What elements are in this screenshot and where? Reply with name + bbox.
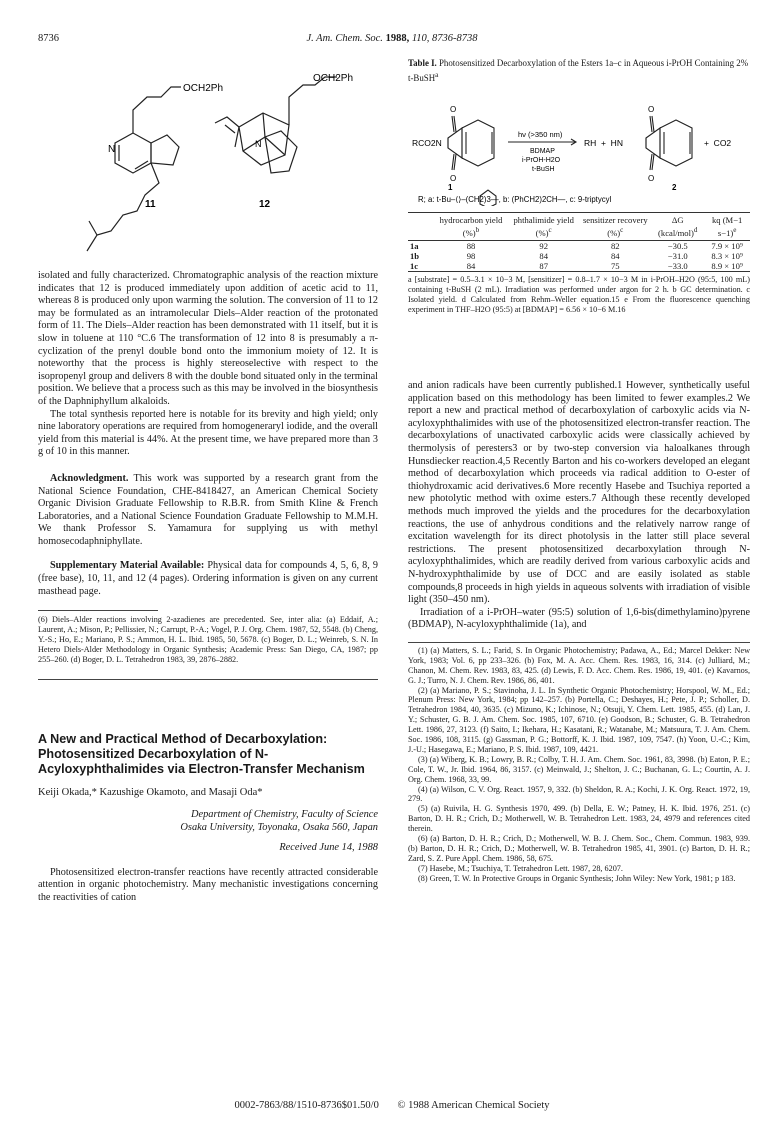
reference-item: (6) (a) Barton, D. H. R.; Crich, D.; Motherwell, W. B. J. Chem. Soc., Chem. Commun. 1983, 939. (b) Barton, D. H. R.; Crich, D.; Motherwell, W. B. Tetrahedron 1985, 41, 3901. (c) Barton, D. H. R.; Zard, S. Z. Pure Appl. Chem. 1986, 58, 675.: [408, 834, 750, 863]
body-paragraph: isolated and fully characterized. Chromatographic analysis of the reaction mixture indicates that 12 is produced immediately upon addition of acetic acid to 11, whereas 8 is produced only upon warming the solution. The conversion of 11 to 12 may be formulated as an intramolecular Diels–Alder reaction of the protonated form of 11. The Diels–Alder reaction has been demonstrated with 11 itself, but it is slow in toluene at 110 °C.6 The transformation of 12 into 8 is presumably a π-cyclization of the prenyl double bond onto the immonium moiety of 12. It is noteworthy that the process is highly stereoselective with respect to the isopropenyl group and delivers 8 with the double bond situated only in the terminal position. We believe that a process such as this may be involved in the biosynthesis of the Daphniphyllum alkaloids.: [38, 270, 378, 407]
column-header: [408, 212, 434, 240]
references: [408, 646, 750, 884]
received-date: Received June 14, 1988: [279, 841, 378, 853]
affiliation-2: Osaka University, Toyonaka, Osaka 560, Japan: [180, 821, 378, 833]
body-paragraph: Irradiation of a i-PrOH–water (95:5) solution of 1,6-bis(dimethylamino)pyrene (BDMAP), N-acyloxyphthalimide (1a), and: [408, 606, 750, 631]
structure-11-label: 11: [145, 199, 156, 210]
arrow-top-label: hν (>350 nm): [518, 129, 563, 139]
table-row: 1b 98 84 84 −31.0 8.3 × 10⁹: [410, 251, 743, 262]
svg-text:O: O: [648, 104, 655, 114]
column-header: phthalimide yield (%)$^c$: [513, 214, 574, 238]
journal-pages: 8736-8738: [432, 33, 478, 44]
authors: Keiji Okada,* Kazushige Okamoto, and Masaji Oda*: [38, 786, 263, 798]
structure-12-nitrogen: N: [255, 139, 262, 149]
reaction-scheme: [408, 88, 750, 206]
svg-text:O: O: [450, 104, 457, 114]
supplementary-label: Supplementary Material Available:: [50, 560, 205, 572]
structure-11-nitrogen: N: [108, 144, 116, 155]
table-1: [408, 58, 750, 315]
structure-11-substituent: OCH2Ph: [183, 83, 224, 94]
affiliation-1: Department of Chemistry, Faculty of Science: [191, 808, 378, 820]
left-column: [38, 270, 378, 905]
arrow-bottom-label-2: i-PrOH-H2O: [522, 156, 561, 164]
compound-label-2: 2: [672, 182, 677, 192]
body-paragraph: and anion radicals have been currently published.1 However, synthetically useful application based on this methodology has been limited to fewer examples.2 We report a new and practical method of decarboxylation of carboxylic acids via N-acyloxyphthalimides with use of the photosensitized electron-transfer reaction. The decarboxylations of unactivated carboxylic acids were classically achieved by thermolysis of peresters3 or by two-step conversion via haloalkanes through Hunsdiecker reaction.4,5 Recently Barton and his co-workers developed an elegant method of decarboxylation which proceeds via radical addition to O-ester of thiohydroxamic acid derivatives.6 More recently Hasebe and Tsuchiya reported a new photolytic method with oxime esters.7 Although these recently developed methods much improved the yields and the procedures for the decarboxylation reactions, the use of anhydrous conditions and the relatively narrow range of excitation wavelength for its direct photolysis in the latter still place several restrictions. The present photosensitized decarboxylation through N-acyloxyphthalimides, which are readily derived from various carboxylic acids and N-hydroxyphthalimide by use of DCC and are easily isolated as stable compounds,8 proceeds in high yields in aqueous solvents with irradiation of visible light (350–450 nm).: [408, 380, 750, 606]
table-caption-text: Photosensitized Decarboxylation of the Esters 1a–c in Aqueous i-PrOH Containing 2% t-BuSH: [408, 58, 749, 83]
reference-item: (1) (a) Matters, S. L.; Farid, S. In Organic Photochemistry; Padawa, A., Ed.; Marcel Dekker: New York, 1983; Vol. 6, pp 233–326. (b) Fox, M. A. Acc. Chem. Res. 1983, 16, 314. (c) Julliard, M.; Chanon, M. Chem. Rev. 1983, 83, 425. (d) Lewis, F. D. Acc. Chem. Res. 1986, 19, 401. (e) Kavarnos, G. J.; Turro, N. J. Chem. Rev. 1986, 86, 401.: [408, 645, 750, 685]
data-table: [408, 212, 750, 272]
intro-paragraph: Photosensitized electron-transfer reactions have recently attracted considerable attention in organic photochemistry. Many mechanistic investigations concerning the reactivities of cation: [38, 866, 378, 903]
table-row: 1a 88 92 82 −30.5 7.9 × 10⁹: [410, 240, 743, 251]
article-divider: [38, 679, 378, 680]
right-column: [408, 380, 750, 884]
table-caption: Table I. Photosensitized Decarboxylation of the Esters 1a–c in Aqueous i-PrOH Containing 2% t-BuSH$^a$: [408, 58, 749, 83]
reference-item: (7) Hasebe, M.; Tsuchiya, T. Tetrahedron Lett. 1987, 28, 6207.: [418, 863, 623, 873]
structure-12-substituent: OCH2Ph: [313, 73, 354, 84]
chemical-structures: [75, 55, 385, 265]
r-definition: R; a: t-Bu–⟨⟩–(CH2)3—, b: (PhCH2)2CH—, c: 9-triptycyl: [418, 194, 612, 204]
acknowledgment: [38, 473, 378, 549]
co2-label: + CO2: [704, 137, 732, 148]
journal-name: J. Am. Chem. Soc.: [306, 33, 383, 44]
running-header: [0, 33, 784, 44]
table-row: 1c 84 87 75 −33.0 8.9 × 10⁹: [408, 261, 750, 272]
body-paragraph: The total synthesis reported here is notable for its brevity and high yield; only nine laboratory operations are required from homogeneraryl iodide, and the overall yield from this material is 44%. At the present time, we have prepared more than 3 g of 10 in this manner.: [38, 408, 378, 458]
reference-item: (2) (a) Mariano, P. S.; Stavinoha, J. L. In Synthetic Organic Photochemistry; Horspool, W. M., Ed.; Plenum Press: New York, 1984; pp 142–257. (b) Portella, C.; Deshayes, H.; Pete, J. P.; Scholler, D. Tetrahedron 1984, 40, 3635. (c) Mizuno, K.; Ichinose, N.; Otsuji, Y. Chem. Lett. 1985, 455. (d) Lan, J. Y.; Schuster, G. B. J. Am. Chem. Soc. 1985, 107, 6710. (e) Goodson, B.; Schuster, G. B. Tetrahedron Lett. 1986, 27, 3123. (f) Saito, I.; Ikehara, H.; Kasatani, R.; Watanabe, M.; Matsuura, T. J. Am. Chem. Soc. 1986, 108, 3115. (g) Gassman, P. G.; Bottorff, K. J. Ibid. 1987, 109, 7547. (h) Yoon, U.-C.; Kim, J.-U.; Hasegawa, E.; Mariano, P. S. Ibid. 1987, 109, 4421.: [408, 685, 750, 754]
footnote-6: (6) Diels–Alder reactions involving 2-azadienes are precedented. See, inter alia: (a) Eddaif, A.; Laurent, A.; Mison, P.; Pellissier, N.; Carrupt, P.-A.; Vogel, P. J. Org. Chem. 1987, 52, 5548. (b) Cheng, Y.-S.; Ho, E.; Mariano, P. S.; Ammon, H. L. Ibid. 1985, 50, 5678. (c) Boger, D. L.; Weinreb, S. N. In Hetero Diels-Alder Methodology in Organic Synthesis; Academic Press: San Diego, CA, 1987; pp 255–260. (d) Boger, D. L. Tetrahedron 1983, 39, 2876–2882.: [38, 615, 378, 664]
reference-item: (3) (a) Wiberg, K. B.; Lowry, B. R.; Colby, T. H. J. Am. Chem. Soc. 1961, 83, 3998. (b) Eaton, P. E.; Cole, T. W., Jr. Ibid. 1964, 86, 3157. (c) Meinwald, J.; Shelton, J. C.; Buchanan, G. L.; Courtin, A. J. Org. Chem. 1968, 33, 99.: [408, 754, 750, 784]
arrow-bottom-label-1: BDMAP: [530, 147, 555, 155]
reference-item: (8) Green, T. W. In Protective Groups in Organic Synthesis; John Wiley: New York, 1981; p 183.: [418, 873, 736, 883]
supplementary-material: [38, 560, 378, 598]
article-title: A New and Practical Method of Decarboxylation: Photosensitized Decarboxylation of N-Acyloxyphthalimides via Electron-Transfer Mechanism: [38, 731, 365, 776]
footnote-divider: [38, 610, 158, 611]
column-header: kq (M−1 s−1)$^e$: [711, 214, 743, 238]
footer-code: 0002-7863/88/1510-8736$01.50/0: [234, 1100, 379, 1111]
arrow-bottom-label-3: t-BuSH: [532, 165, 555, 173]
table-footnote: a [substrate] = 0.5–3.1 × 10−3 M, [sensitizer] = 0.8–1.7 × 10−3 M in i-PrOH–H2O (95:5, 100 mL) containing t-BuSH (2 mL). Irradiation was performed under argon for 2 h. b GC determination. c Isolated yield. d Calculated from Rehm–Weller equation.15 e From the fluorescence quenching experiment in THF–H2O (95:5) at [BDMAP] = 6.56 × 10−6 M.16: [408, 275, 750, 315]
reference-item: (5) (a) Ruivila, H. G. Synthesis 1970, 499. (b) Della, E. W.; Patney, H. K. Ibid. 1976, 251. (c) Barton, D. H. R.; Crich, D.; Motherwell, W. B. Tetrahedron Lett. 1983, 24, 4979 and references cited therein.: [408, 804, 750, 834]
acknowledgment-label: Acknowledgment.: [50, 472, 129, 484]
footer-copyright: © 1988 American Chemical Society: [397, 1100, 550, 1111]
reactant-group: RCO2N: [412, 137, 442, 148]
page-number: 8736: [38, 33, 59, 44]
journal-year: 1988,: [385, 33, 410, 44]
column-header: sensitizer recovery (%)$^c$: [582, 214, 648, 238]
supplementary-text: Physical data for compounds 4, 5, 6, 8, 9 (free base), 10, 11, and 12 (4 pages). Ordering information is given on any current masthead page.: [38, 560, 379, 597]
journal-volume: 110,: [411, 33, 430, 44]
table-caption-label: Table I.: [408, 58, 437, 68]
structure-12-label: 12: [259, 199, 271, 210]
page-footer: [0, 1100, 784, 1111]
references-divider: [408, 642, 750, 643]
acknowledgment-text: This work was supported by a research grant from the National Science Foundation, CHE-8418427, an American Chemical Society Organic Division Graduate Fellowship to R.B.R. from Smith Kline & French Laboratories, and a National Science Foundation Graduate Fellowship to M.M.H. We thank Professor S. Yamamura for supplying us with methyl homosecodaphniphyllate.: [38, 472, 378, 547]
column-header: hydrocarbon yield (%)$^b$: [439, 214, 503, 238]
svg-text:O: O: [648, 173, 655, 183]
compound-label-1: 1: [448, 182, 453, 192]
reference-item: (4) (a) Wilson, C. V. Org. React. 1957, 9, 332. (b) Sheldon, R. A.; Kochi, J. K. Org. React. 1972, 19, 279.: [408, 784, 750, 804]
product-label: RH + HN: [584, 137, 623, 148]
column-header: ΔG (kcal/mol)$^d$: [658, 214, 698, 238]
svg-text:O: O: [450, 173, 457, 183]
